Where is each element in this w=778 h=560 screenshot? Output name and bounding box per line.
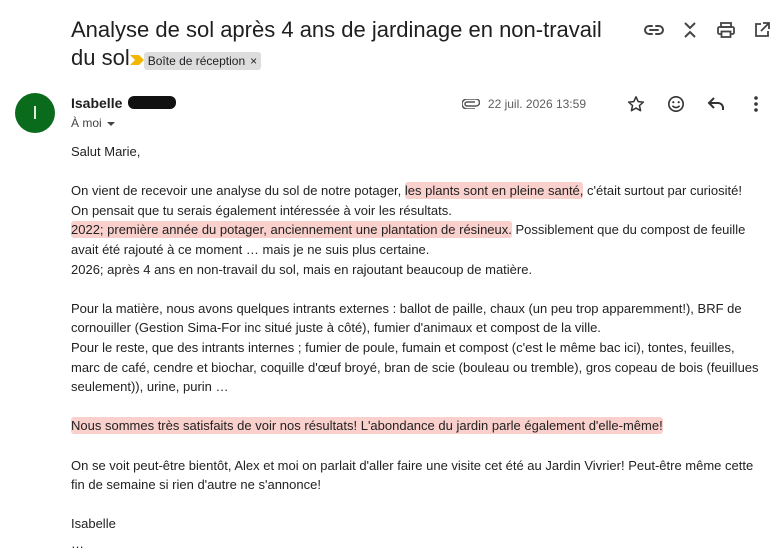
print-icon[interactable]: [716, 20, 736, 40]
star-icon[interactable]: [626, 94, 646, 114]
paragraph-1-text-end: c'était surtout par curiosité!: [583, 183, 742, 199]
paragraph-2-text: Possiblement que du compost de feuille avait été rajouté à ce moment … mais je ne suis plus certaine.: [71, 222, 746, 257]
emoji-icon[interactable]: [666, 94, 686, 114]
chevron-down-icon[interactable]: [106, 116, 116, 130]
reply-icon[interactable]: [706, 94, 726, 114]
paragraph-5: On se voit peut-être bientôt, Alex et moi on parlait d'aller faire une visite cet été au Jardin Vivrier! Peut-être même cette fin de semaine si rien d'autre ne s'annonce!: [71, 457, 754, 493]
label-chip-text: Boîte de réception: [147, 53, 246, 68]
recipient-line[interactable]: [71, 116, 116, 130]
subject-row: [71, 16, 631, 72]
highlight-healthy-plants: les plants sont en pleine santé,: [404, 183, 584, 199]
collapse-icon[interactable]: [680, 20, 700, 40]
signature: Isabelle: [71, 516, 116, 532]
remove-label-icon[interactable]: ×: [250, 53, 258, 68]
sender-avatar[interactable]: I: [15, 93, 55, 133]
label-chip-inbox: [144, 52, 261, 70]
paragraph-1-line-2: On pensait que tu serais également intéressée à voir les résultats.: [71, 202, 452, 218]
highlight-satisfied: Nous sommes très satisfaits de voir nos résultats! L'abondance du jardin parle également d'elle-même!: [71, 418, 663, 434]
open-new-window-icon[interactable]: [752, 20, 772, 40]
link-icon[interactable]: [644, 20, 664, 40]
attachment-icon: [462, 99, 480, 109]
paragraph-2-line-2026: 2026; après 4 ans en non-travail du sol, mais en rajoutant beaucoup de matière.: [71, 261, 533, 277]
greeting: Salut Marie,: [71, 144, 141, 159]
paragraph-2: [71, 220, 761, 259]
email-body: [71, 142, 761, 553]
sender-name[interactable]: Isabelle: [71, 95, 123, 111]
message-meta: [462, 94, 766, 114]
highlight-2022: 2022; première année du potager, anciennement une plantation de résineux.: [71, 222, 512, 238]
paragraph-3-rest: Pour le reste, que des intrants internes ; fumier de poule, fumain et compost (c'est le même bac ici), tontes, feuilles, marc de café, cendre et biochar, coquille d'œuf broyé, bran de scie (bouleau ou tremble), gros copeau de bois (feuillues seulement)), urine, purin …: [71, 339, 759, 395]
paragraph-1: [71, 181, 761, 201]
paragraph-1-text: On vient de recevoir une analyse du sol de notre potager,: [71, 183, 405, 199]
recipient-text: À moi: [71, 116, 102, 130]
top-actions: [644, 20, 772, 40]
email-subject: Analyse de sol après 4 ans de jardinage en non-travail du sol: [71, 17, 602, 70]
ellipsis: …: [71, 535, 84, 551]
more-icon[interactable]: [746, 94, 766, 114]
paragraph-4: [71, 416, 761, 436]
importance-marker-icon[interactable]: [130, 52, 144, 69]
redacted-sender-address: [128, 96, 176, 109]
message-date: 22 juil. 2026 13:59: [487, 97, 586, 111]
paragraph-3: Pour la matière, nous avons quelques intrants externes : ballot de paille, chaux (un peu trop apparemment!), BRF de cornouiller (Gestion Sima-For inc situé juste à côté), fumier d'animaux et compost de la ville.: [71, 300, 742, 336]
